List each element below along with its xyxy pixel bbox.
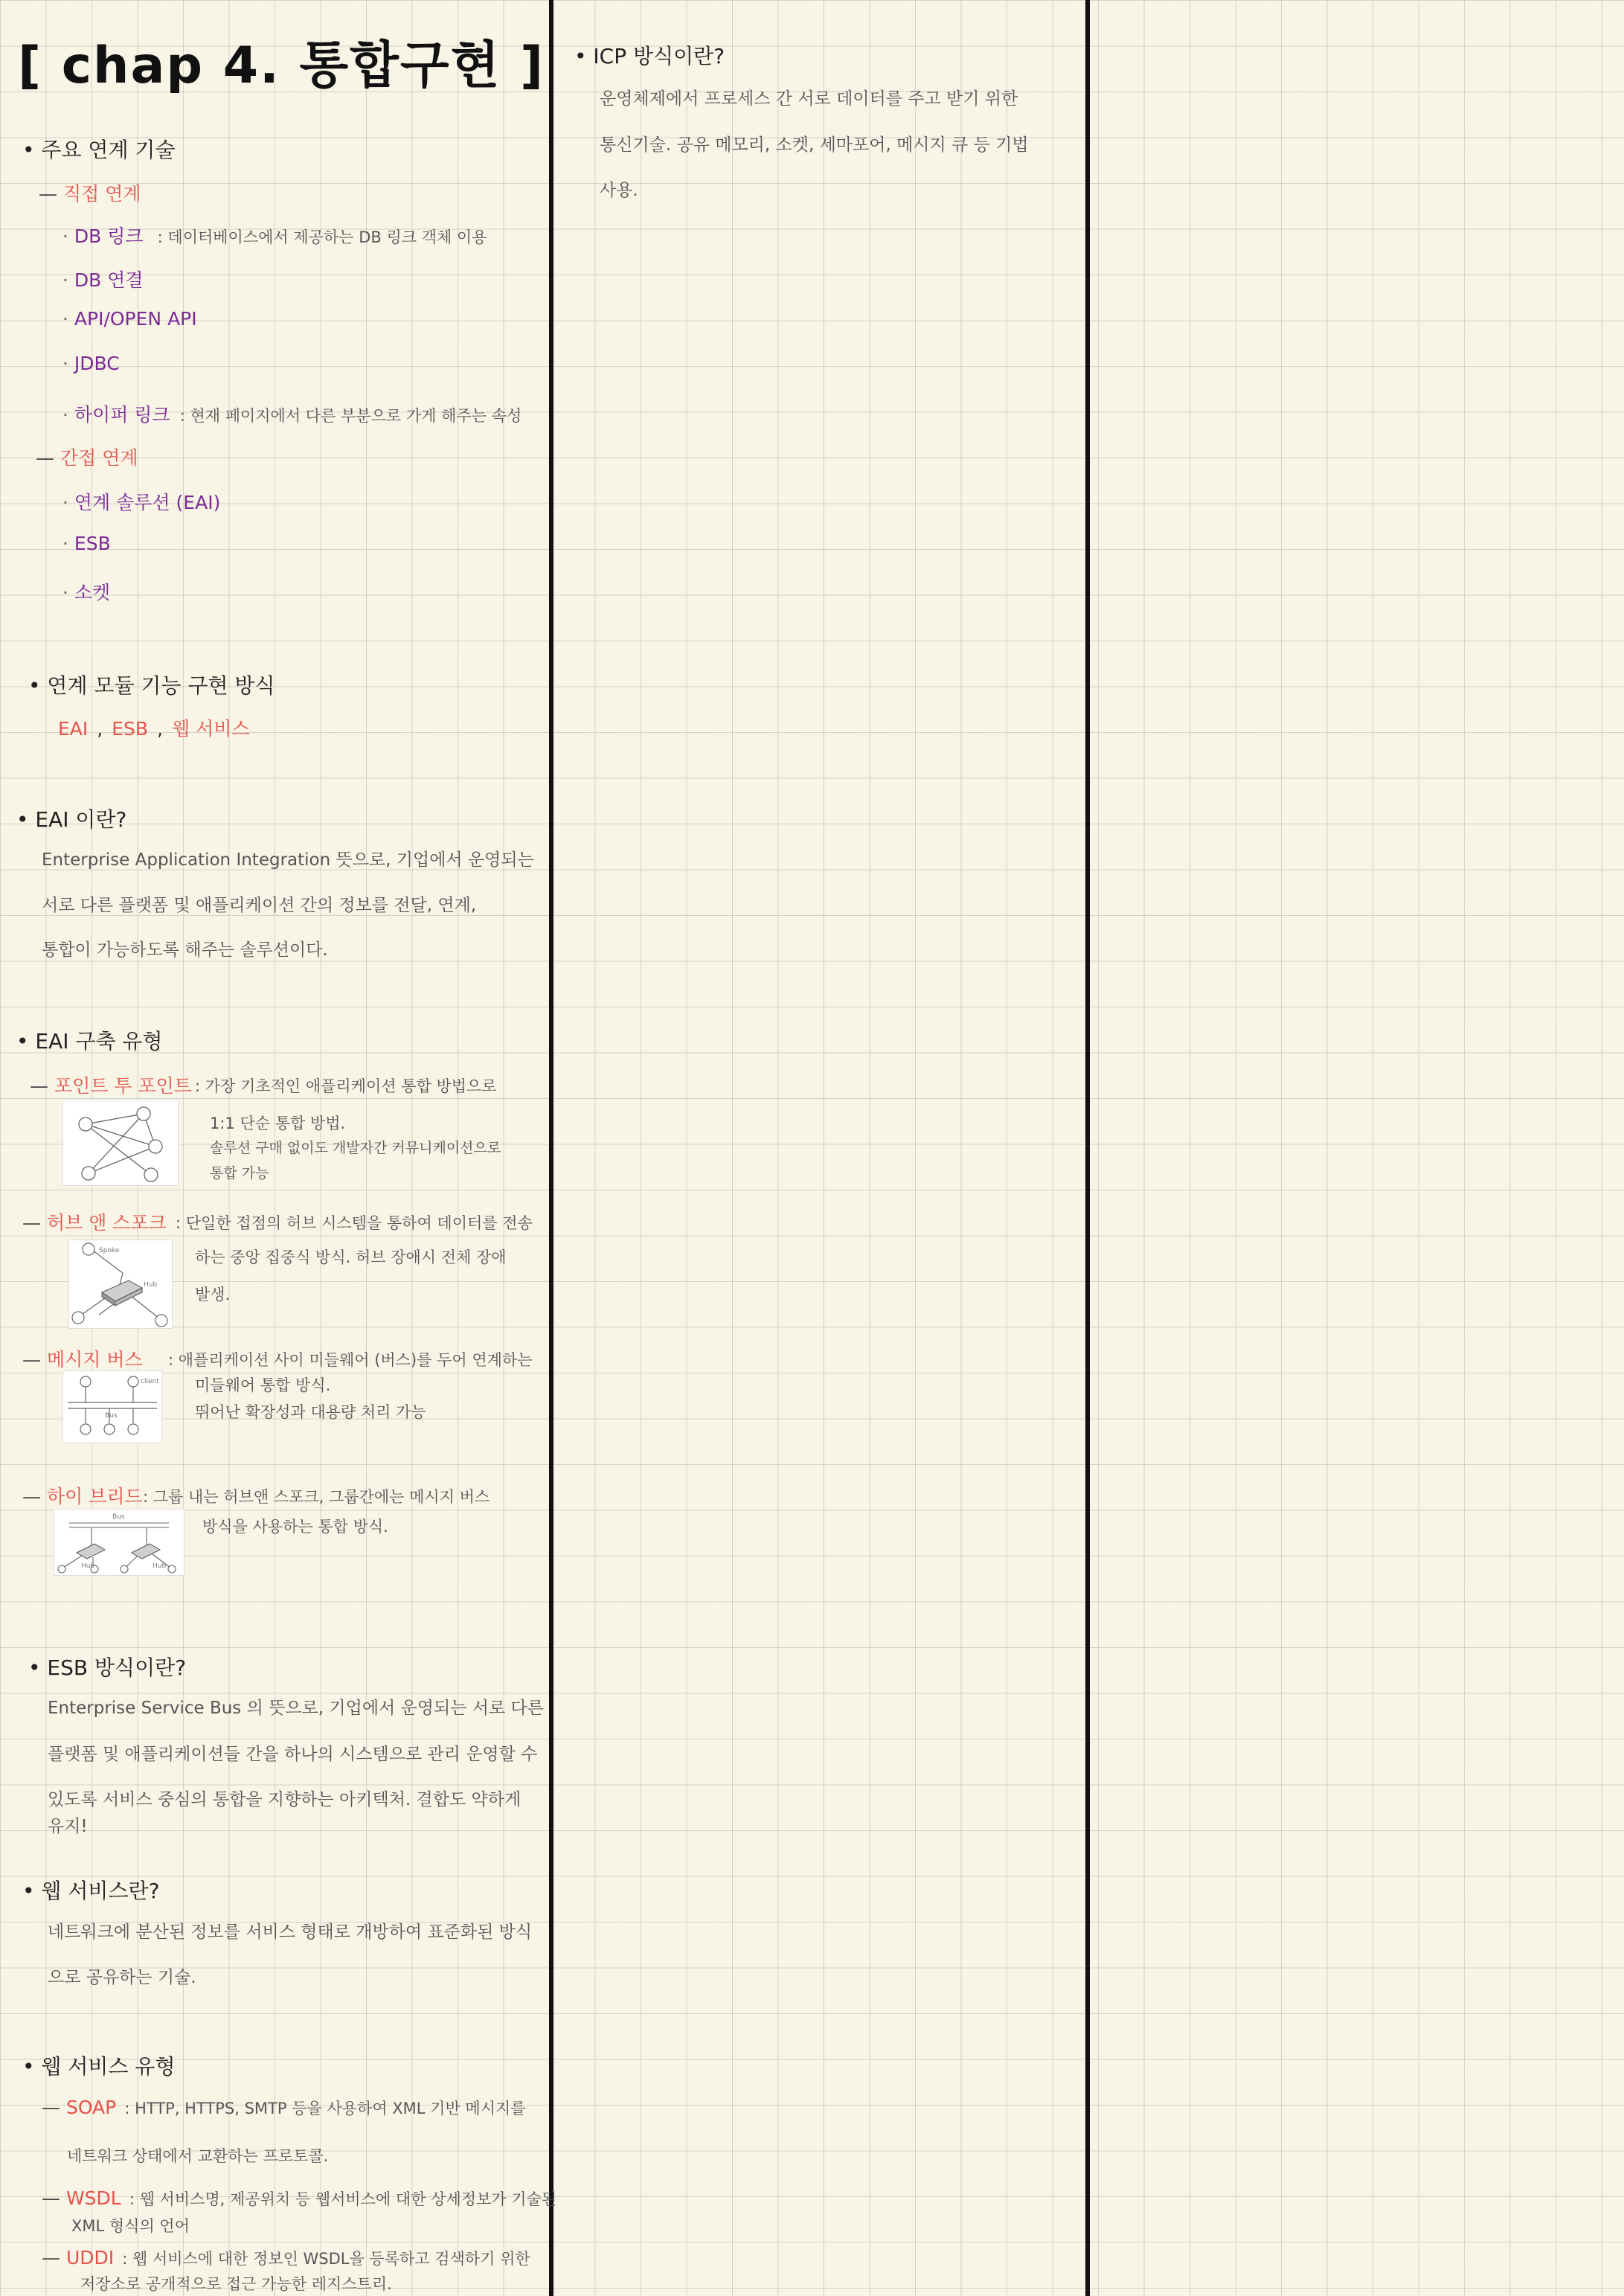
esb-line-3: 있도록 서비스 중심의 통합을 지향하는 아키텍처. 결합도 약하게 xyxy=(48,1790,521,1809)
direct-item-name: · 하이퍼 링크 xyxy=(62,404,170,426)
hub-spoke-line-3: 발생. xyxy=(195,1286,231,1303)
indirect-item-eai: · 연계 솔루션 (EAI) xyxy=(62,488,220,515)
hub-spoke-diagram-hub-text: Hub xyxy=(144,1281,158,1289)
section-heading-eai: • EAI 이란? xyxy=(16,804,126,833)
hub-spoke-line-2: 하는 중앙 집중식 방식. 허브 장애시 전체 장애 xyxy=(195,1248,507,1266)
section-heading-web-service-types: • 웹 서비스 유형 xyxy=(22,2050,176,2080)
icp-line-3: 사용. xyxy=(600,181,638,200)
direct-item-desc: : 데이터베이스에서 제공하는 DB 링크 객체 이용 xyxy=(157,228,487,246)
p2p-line-3: 솔루션 구매 없이도 개발자간 커뮤니케이션으로 xyxy=(210,1140,501,1156)
hybrid-diagram xyxy=(54,1509,184,1576)
direct-item-name: · API/OPEN API xyxy=(62,308,197,330)
method-esb: ESB xyxy=(112,718,149,740)
p2p-label: — 포인트 투 포인트 xyxy=(30,1071,192,1098)
p2p-line-2: 1:1 단순 통합 방법. xyxy=(210,1115,346,1132)
hub-spoke-line-1: : 단일한 접점의 허브 시스템을 통하여 데이터를 전송 xyxy=(176,1214,533,1232)
direct-item-db-link xyxy=(62,222,487,248)
hybrid-diagram-hub-text: Hub xyxy=(81,1562,95,1570)
indirect-item-esb: · ESB xyxy=(62,533,111,554)
direct-item-jdbc xyxy=(62,353,120,374)
method-web-service: 웹 서비스 xyxy=(172,718,250,740)
direct-item-api xyxy=(62,308,197,330)
wsdl-label: — WSDL xyxy=(42,2187,121,2209)
hybrid-line-2: 방식을 사용하는 통합 방식. xyxy=(202,1518,388,1536)
method-eai: EAI xyxy=(58,718,89,740)
icp-line-2: 통신기술. 공유 메모리, 소켓, 세마포어, 메시지 큐 등 기법 xyxy=(600,135,1029,155)
section-heading-module-impl: • 연계 모듈 기능 구현 방식 xyxy=(28,670,275,699)
hub-spoke-label: — 허브 앤 스포크 xyxy=(22,1208,167,1235)
separator: , xyxy=(157,718,164,740)
message-bus-line-3: 뛰어난 확장성과 대용량 처리 가능 xyxy=(195,1403,426,1421)
wsdl-row xyxy=(42,2187,556,2210)
direct-item-hyperlink xyxy=(62,400,521,427)
message-bus-label: — 메시지 버스 xyxy=(22,1345,143,1372)
message-bus-diagram-bus-text: Bus xyxy=(105,1412,118,1420)
section-heading-link-tech: • 주요 연계 기술 xyxy=(22,134,176,164)
p2p-diagram xyxy=(62,1100,179,1186)
column-divider-left xyxy=(549,0,553,2296)
section-heading-icp: • ICP 방식이란? xyxy=(574,40,725,70)
p2p-line-1: : 가장 기초적인 애플리케이션 통합 방법으로 xyxy=(195,1077,497,1095)
esb-line-4: 유지! xyxy=(48,1817,88,1836)
hub-spoke-diagram xyxy=(68,1240,173,1329)
wsdl-line-1: : 웹 서비스명, 제공위치 등 웹서비스에 대한 상세정보가 기술된 xyxy=(129,2190,557,2208)
p2p-line-4: 통합 가능 xyxy=(210,1165,269,1181)
soap-row xyxy=(42,2097,526,2119)
soap-label: — SOAP xyxy=(42,2097,116,2118)
column-divider-right xyxy=(1085,0,1090,2296)
uddi-label: — UDDI xyxy=(42,2247,114,2268)
section-heading-eai-types: • EAI 구축 유형 xyxy=(16,1025,163,1055)
direct-item-db-connect xyxy=(62,266,144,292)
web-service-line-1: 네트워크에 분산된 정보를 서비스 형태로 개방하여 표준화된 방식 xyxy=(48,1923,533,1942)
direct-item-name: · JDBC xyxy=(62,353,120,374)
hybrid-diagram-bus-text: Bus xyxy=(112,1513,125,1521)
icp-line-1: 운영체제에서 프로세스 간 서로 데이터를 주고 받기 위한 xyxy=(600,89,1018,109)
esb-line-2: 플랫폼 및 애플리케이션들 간을 하나의 시스템으로 관리 운영할 수 xyxy=(48,1745,538,1764)
eai-line-1: Enterprise Application Integration 뜻으로, 기업에서 운영되는 xyxy=(42,850,534,870)
hybrid-diagram-hub-text: Hub xyxy=(153,1562,167,1570)
eai-line-3: 통합이 가능하도록 해주는 솔루션이다. xyxy=(42,940,328,960)
hybrid-label: — 하이 브리드 xyxy=(22,1482,143,1509)
hub-spoke-diagram-spoke-text: Spoke xyxy=(99,1247,120,1254)
message-bus-diagram xyxy=(62,1370,162,1443)
direct-link-label: — 직접 연계 xyxy=(39,179,141,206)
message-bus-line-2: 미들웨어 통합 방식. xyxy=(195,1376,331,1394)
message-bus-line-1: : 애플리케이션 사이 미들웨어 (버스)를 두어 연계하는 xyxy=(168,1351,533,1369)
wsdl-line-2: XML 형식의 언어 xyxy=(71,2217,190,2235)
soap-line-1: : HTTP, HTTPS, SMTP 등을 사용하여 XML 기반 메시지를 xyxy=(124,2100,526,2117)
indirect-item-socket: · 소켓 xyxy=(62,578,110,605)
uddi-row xyxy=(42,2247,530,2269)
direct-item-desc: : 현재 페이지에서 다른 부분으로 가게 해주는 속성 xyxy=(179,407,522,425)
hybrid-line-1: : 그룹 내는 허브앤 스포크, 그룹간에는 메시지 버스 xyxy=(143,1488,490,1506)
web-service-line-2: 으로 공유하는 기술. xyxy=(48,1968,196,1987)
section-heading-esb: • ESB 방식이란? xyxy=(28,1652,186,1681)
separator: , xyxy=(97,718,103,740)
page-title: [ chap 4. 통합구현 ] xyxy=(18,36,545,95)
module-impl-methods xyxy=(58,714,250,741)
indirect-link-label: — 간접 연계 xyxy=(36,443,138,470)
section-heading-web-service: • 웹 서비스란? xyxy=(22,1875,159,1905)
esb-line-1: Enterprise Service Bus 의 뜻으로, 기업에서 운영되는 서로 다른 xyxy=(48,1699,544,1718)
direct-item-name: · DB 연결 xyxy=(62,269,144,291)
soap-line-2: 네트워크 상태에서 교환하는 프로토콜. xyxy=(67,2147,329,2165)
direct-item-name: · DB 링크 xyxy=(62,225,144,247)
eai-line-2: 서로 다른 플랫폼 및 애플리케이션 간의 정보를 전달, 연계, xyxy=(42,896,477,915)
uddi-line-1: : 웹 서비스에 대한 정보인 WSDL을 등록하고 검색하기 위한 xyxy=(122,2250,530,2268)
message-bus-diagram-client-text: client xyxy=(141,1378,159,1385)
uddi-line-2: 저장소로 공개적으로 접근 가능한 레지스트리. xyxy=(80,2275,392,2293)
